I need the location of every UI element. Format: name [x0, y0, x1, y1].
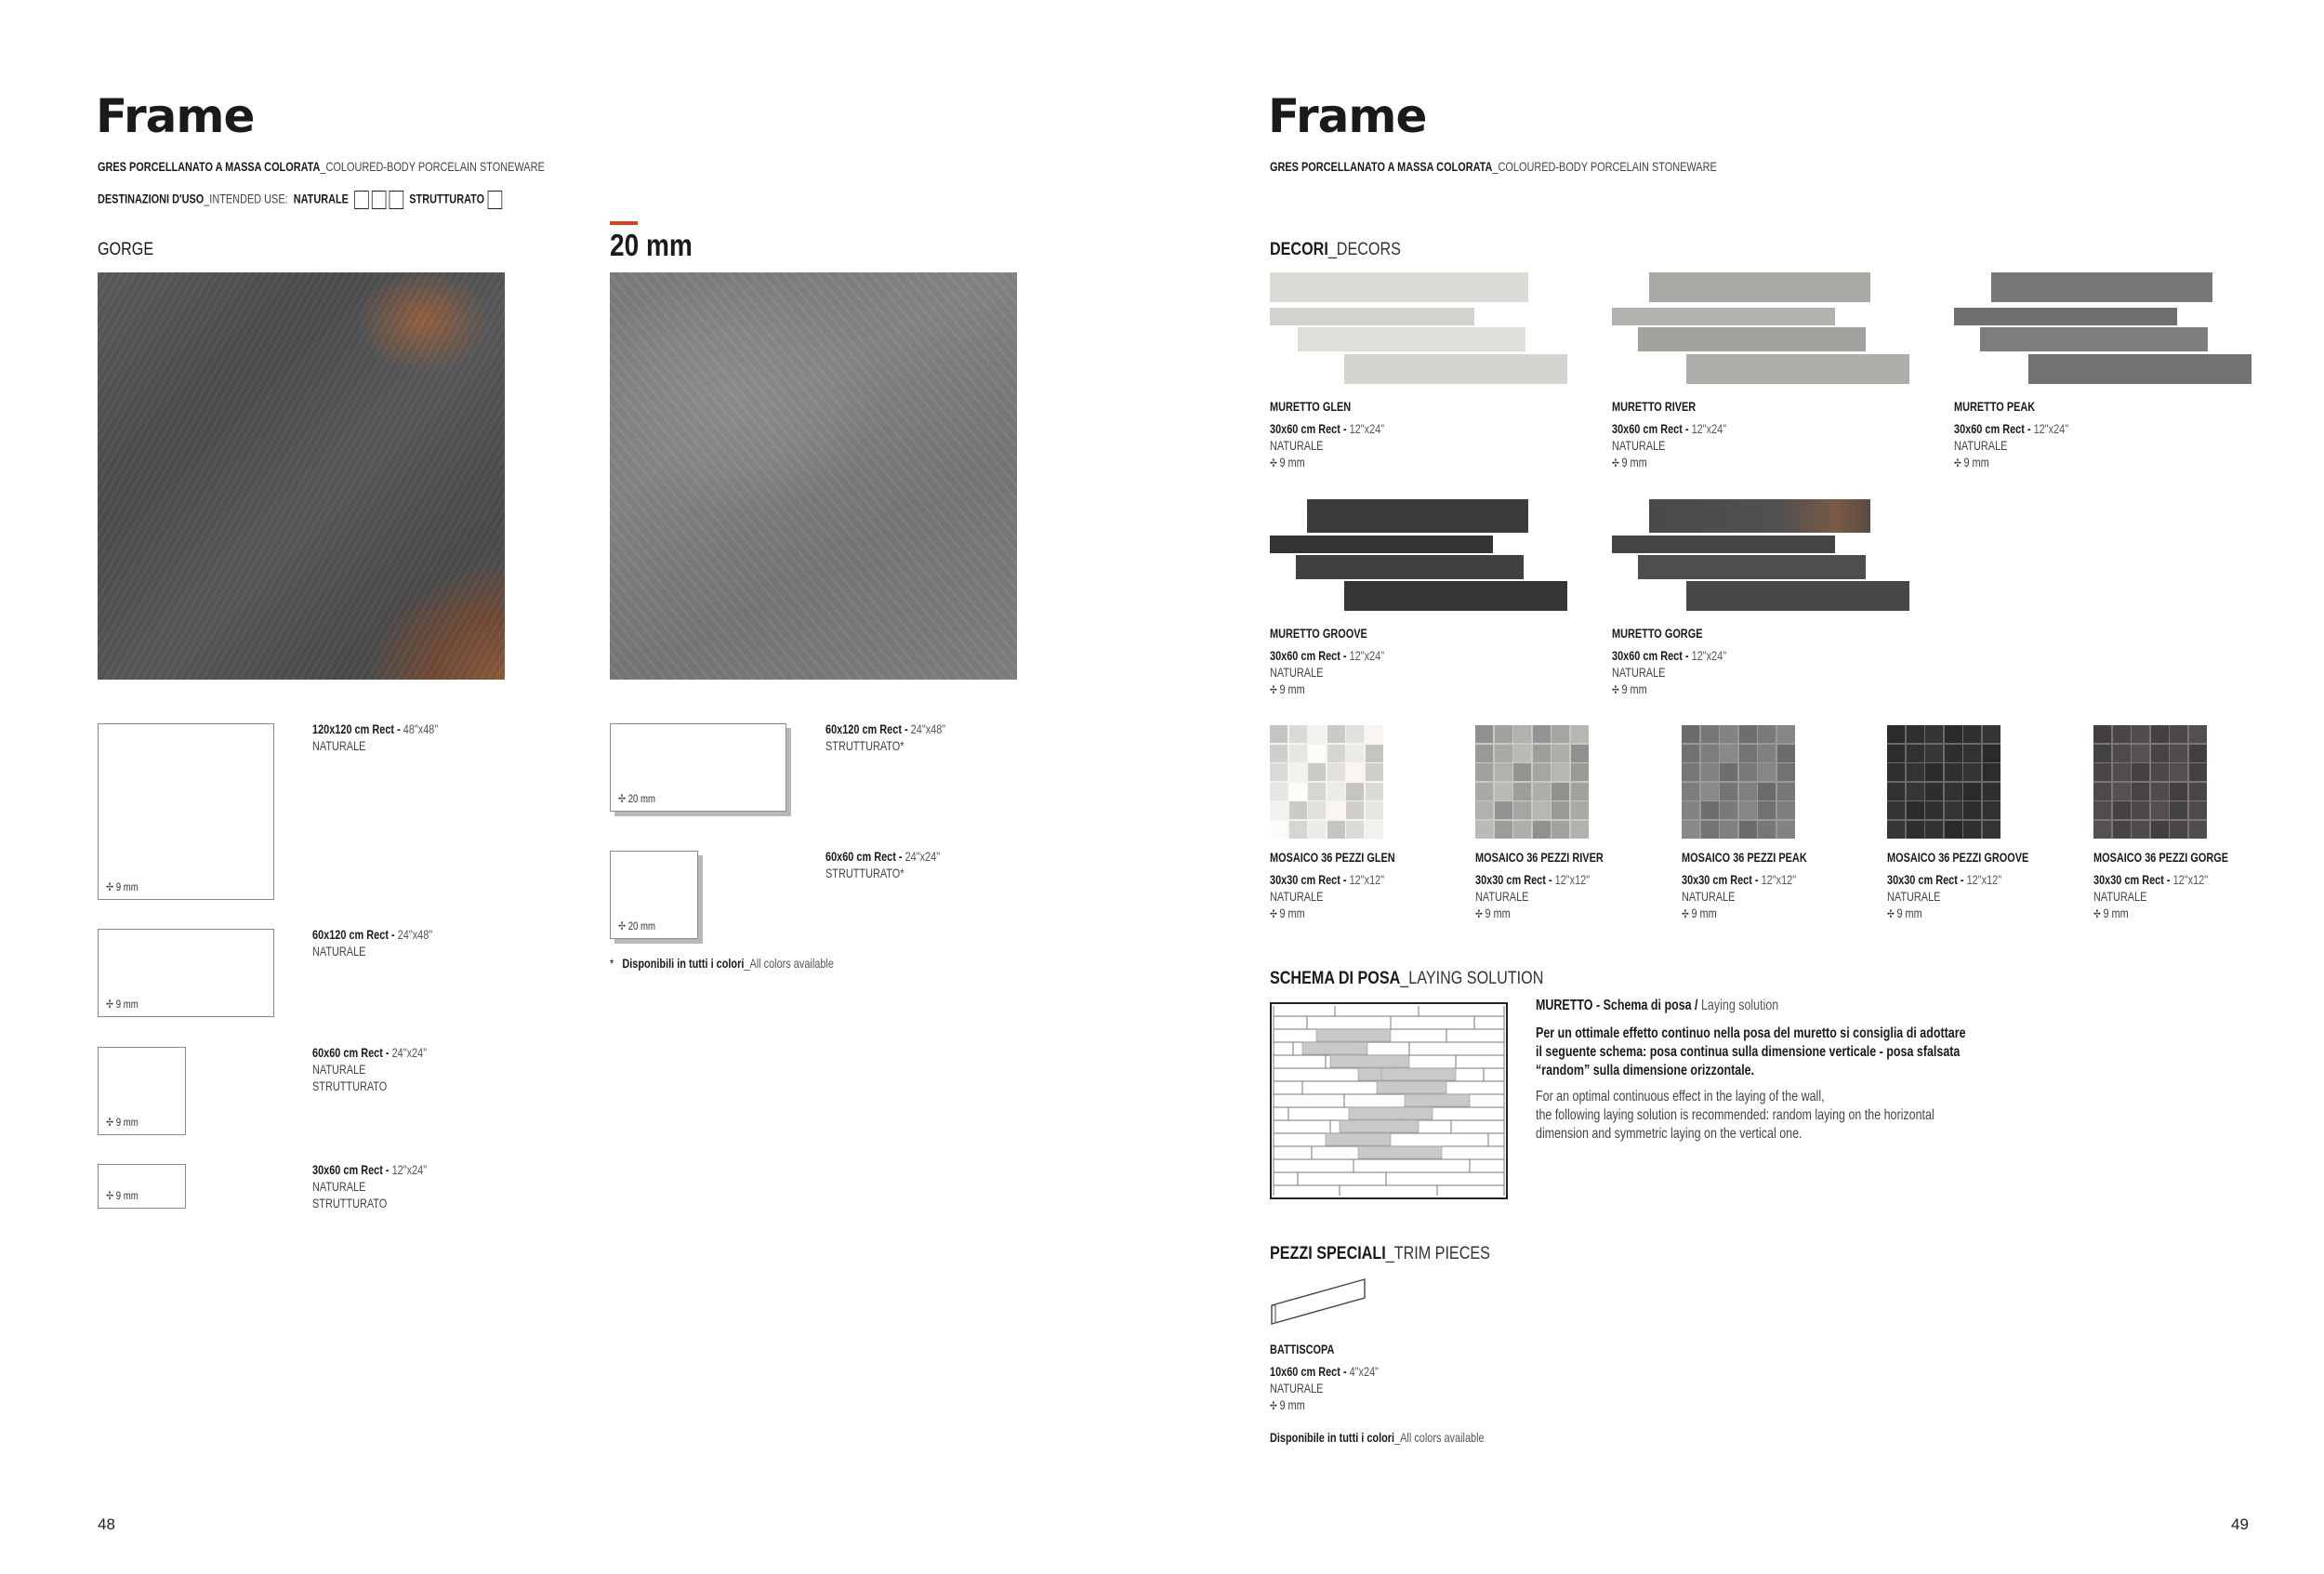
mosaic-chip — [1346, 783, 1364, 800]
muretto-gorge-info: MURETTO GORGE 30x60 cm Rect - 12"x24" NATURALE ✢ 9 mm — [1612, 626, 1727, 696]
mosaic-chip — [1777, 821, 1795, 839]
mosaic-chip — [1945, 801, 1962, 819]
mosaic-chip — [1682, 783, 1699, 800]
mosaic-chip — [1327, 725, 1345, 743]
size-60x120-20mm: 60x120 cm Rect - 24"x48" STRUTTURATO* — [825, 721, 946, 753]
mosaic-chip — [1945, 783, 1962, 800]
mosaic-chip — [2189, 725, 2207, 743]
laying-heading: SCHEMA DI POSA_LAYING SOLUTION — [1270, 969, 1544, 988]
mosaic-chip — [1513, 745, 1531, 762]
mosaic-chip — [1907, 763, 1924, 781]
mosaic-chip — [2151, 763, 2169, 781]
page-number-right: 49 — [2231, 1515, 2249, 1533]
mosaic-chip — [1739, 821, 1757, 839]
mosaic-chip — [1682, 763, 1699, 781]
tile-30x60: ✢ 9 mm — [98, 1164, 186, 1209]
mosaic-chip — [1701, 821, 1719, 839]
mosaic-chip — [1289, 763, 1307, 781]
mosaic-chip — [1270, 725, 1287, 743]
mosaic-groove-image — [1887, 725, 2000, 839]
mosaic-chip — [2093, 801, 2111, 819]
mosaic-chip — [2132, 801, 2149, 819]
mosaic-chip — [1346, 763, 1364, 781]
color-name: GORGE — [98, 240, 154, 259]
mosaic-chip — [1270, 745, 1287, 762]
laying-text-en: For an optimal continuous effect in the laying of the wall, the following laying solution is recommended: random laying on the horizontal dimension and symmetric laying on the vertical one. — [1536, 1089, 1934, 1142]
thickness-heading: 20 mm — [610, 228, 693, 262]
mosaic-chip — [1701, 745, 1719, 762]
mosaic-chip — [1907, 801, 1924, 819]
laying-title: MURETTO - Schema di posa / Laying solution — [1536, 998, 1779, 1013]
mosaic-chip — [1758, 801, 1776, 819]
decors-heading: DECORI_DECORS — [1270, 240, 1401, 259]
mosaic-chip — [1289, 725, 1307, 743]
muretto-glen-info: MURETTO GLEN 30x60 cm Rect - 12"x24" NATURALE ✢ 9 mm — [1270, 399, 1385, 470]
right-title: Frame — [1268, 89, 1427, 143]
page-number-left: 48 — [98, 1515, 115, 1533]
mosaic-chip — [2113, 783, 2131, 800]
tile-60x60: ✢ 9 mm — [98, 1047, 186, 1135]
mosaic-chip — [1475, 745, 1493, 762]
structured-20mm-photo — [610, 272, 1017, 680]
mosaic-chip — [2113, 801, 2131, 819]
mosaic-chip — [1682, 801, 1699, 819]
mosaic-chip — [1366, 821, 1383, 839]
mosaic-chip — [1571, 725, 1589, 743]
mosaic-chip — [1682, 725, 1699, 743]
mosaic-chip — [2151, 801, 2169, 819]
mosaic-chip — [1533, 763, 1551, 781]
mosaic-chip — [1720, 725, 1737, 743]
mosaic-chip — [1533, 801, 1551, 819]
mosaic-chip — [1533, 821, 1551, 839]
mosaic-chip — [1346, 821, 1364, 839]
tile-60x120: ✢ 9 mm — [98, 929, 274, 1017]
mosaic-chip — [2189, 783, 2207, 800]
mosaic-chip — [1739, 763, 1757, 781]
mosaic-chip — [1327, 821, 1345, 839]
mosaic-chip — [1701, 783, 1719, 800]
mosaic-chip — [1552, 745, 1569, 762]
mosaic-chip — [2189, 745, 2207, 762]
mosaic-chip — [2113, 745, 2131, 762]
mosaic-chip — [1475, 783, 1493, 800]
mosaic-chip — [1945, 725, 1962, 743]
mosaic-chip — [1308, 783, 1326, 800]
mosaic-chip — [1887, 745, 1905, 762]
mosaic-chip — [2093, 763, 2111, 781]
tile-60x60-20mm: ✢ 20 mm — [610, 851, 698, 939]
trim-heading: PEZZI SPECIALI_TRIM PIECES — [1270, 1244, 1490, 1263]
mosaic-chip — [1907, 783, 1924, 800]
muretto-river-info: MURETTO RIVER 30x60 cm Rect - 12"x24" NATURALE ✢ 9 mm — [1612, 399, 1727, 470]
mosaic-chip — [1289, 801, 1307, 819]
mosaic-chip — [2170, 745, 2187, 762]
muretto-groove-image — [1270, 499, 1567, 611]
mosaic-chip — [2151, 821, 2169, 839]
mosaic-chip — [2132, 783, 2149, 800]
building-icon — [390, 191, 404, 209]
mosaic-groove-info: MOSAICO 36 PEZZI GROOVE 30x30 cm Rect - 12"x12" NATURALE ✢ 9 mm — [1887, 850, 2029, 920]
mosaic-chip — [1513, 725, 1531, 743]
mosaic-chip — [1495, 821, 1512, 839]
mosaic-chip — [1270, 821, 1287, 839]
mosaic-chip — [1289, 745, 1307, 762]
left-subtitle: GRES PORCELLANATO A MASSA COLORATA_COLOURED-BODY PORCELAIN STONEWARE — [98, 159, 545, 174]
mosaic-chip — [1739, 745, 1757, 762]
size-60x120: 60x120 cm Rect - 24"x48" NATURALE — [312, 927, 433, 959]
house-icon — [354, 191, 369, 209]
mosaic-chip — [1945, 821, 1962, 839]
mosaic-chip — [1552, 783, 1569, 800]
mosaic-chip — [1366, 763, 1383, 781]
mosaic-chip — [1308, 725, 1326, 743]
mosaic-chip — [1983, 821, 2000, 839]
mosaic-chip — [1682, 821, 1699, 839]
mosaic-chip — [1925, 783, 1943, 800]
footnote: * Disponibili in tutti i colori_All colors available — [610, 956, 834, 971]
red-accent — [610, 221, 638, 225]
mosaic-chip — [1552, 763, 1569, 781]
mosaic-chip — [2132, 763, 2149, 781]
availability-note: Disponibile in tutti i colori_All colors available — [1270, 1430, 1485, 1445]
size-30x60: 30x60 cm Rect - 12"x24" NATURALE STRUTTURATO — [312, 1162, 428, 1210]
mosaic-chip — [1346, 745, 1364, 762]
mosaic-chip — [2093, 725, 2111, 743]
mosaic-chip — [1887, 783, 1905, 800]
mosaic-chip — [1963, 821, 1981, 839]
mosaic-peak-info: MOSAICO 36 PEZZI PEAK 30x30 cm Rect - 12"x12" NATURALE ✢ 9 mm — [1682, 850, 1807, 920]
size-60x60: 60x60 cm Rect - 24"x24" NATURALE STRUTTURATO — [312, 1045, 428, 1093]
outdoor-icon — [487, 191, 502, 209]
mosaic-chip — [2093, 821, 2111, 839]
mosaic-chip — [2189, 821, 2207, 839]
mosaic-chip — [2170, 783, 2187, 800]
mosaic-chip — [1963, 725, 1981, 743]
mosaic-chip — [1366, 725, 1383, 743]
mosaic-chip — [2132, 821, 2149, 839]
mosaic-chip — [1777, 725, 1795, 743]
mosaic-chip — [1720, 801, 1737, 819]
mosaic-chip — [1945, 763, 1962, 781]
muretto-gorge-image — [1612, 499, 1909, 611]
laying-diagram — [1270, 1002, 1508, 1199]
muretto-groove-info: MURETTO GROOVE 30x60 cm Rect - 12"x24" NATURALE ✢ 9 mm — [1270, 626, 1385, 696]
muretto-peak-image — [1954, 272, 2251, 384]
mosaic-chip — [1983, 725, 2000, 743]
mosaic-chip — [1533, 745, 1551, 762]
mosaic-chip — [2151, 745, 2169, 762]
mosaic-chip — [1925, 763, 1943, 781]
mosaic-chip — [1495, 763, 1512, 781]
mosaic-chip — [1925, 821, 1943, 839]
mosaic-chip — [1571, 745, 1589, 762]
mosaic-chip — [1887, 725, 1905, 743]
mosaic-chip — [1925, 725, 1943, 743]
mosaic-chip — [2170, 725, 2187, 743]
mosaic-chip — [1475, 801, 1493, 819]
mosaic-chip — [1887, 801, 1905, 819]
mosaic-chip — [1513, 801, 1531, 819]
mosaic-chip — [2132, 725, 2149, 743]
mosaic-chip — [1758, 725, 1776, 743]
mosaic-chip — [1701, 763, 1719, 781]
mosaic-chip — [1513, 821, 1531, 839]
mosaic-chip — [1308, 763, 1326, 781]
mosaic-chip — [2113, 725, 2131, 743]
mosaic-chip — [1777, 745, 1795, 762]
mosaic-chip — [2093, 745, 2111, 762]
mosaic-chip — [1270, 801, 1287, 819]
mosaic-glen-image — [1270, 725, 1383, 839]
mosaic-chip — [1289, 821, 1307, 839]
mosaic-chip — [1346, 801, 1364, 819]
mosaic-chip — [1963, 783, 1981, 800]
mosaic-chip — [1777, 801, 1795, 819]
mosaic-chip — [1366, 801, 1383, 819]
mosaic-chip — [1777, 763, 1795, 781]
mosaic-chip — [2151, 783, 2169, 800]
mosaic-chip — [1777, 783, 1795, 800]
mosaic-chip — [1739, 783, 1757, 800]
mosaic-chip — [1495, 783, 1512, 800]
mosaic-chip — [1308, 801, 1326, 819]
mosaic-chip — [1327, 745, 1345, 762]
mosaic-chip — [1571, 763, 1589, 781]
mosaic-chip — [2113, 821, 2131, 839]
muretto-peak-info: MURETTO PEAK 30x60 cm Rect - 12"x24" NATURALE ✢ 9 mm — [1954, 399, 2069, 470]
mosaic-peak-image — [1682, 725, 1795, 839]
mosaic-chip — [1552, 725, 1569, 743]
mosaic-chip — [2113, 763, 2131, 781]
size-60x60-20mm: 60x60 cm Rect - 24"x24" STRUTTURATO* — [825, 849, 941, 880]
mosaic-chip — [1495, 745, 1512, 762]
mosaic-chip — [1720, 783, 1737, 800]
mosaic-chip — [2170, 821, 2187, 839]
mosaic-chip — [1983, 783, 2000, 800]
mosaic-chip — [1327, 763, 1345, 781]
mosaic-chip — [1907, 745, 1924, 762]
mosaic-chip — [1475, 725, 1493, 743]
laying-text-it: Per un ottimale effetto continuo nella posa del muretto si consiglia di adottare il seguente schema: posa continua sulla dimensione verticale - posa sfalsata “random” sulla dimensione orizzontale. — [1536, 1025, 1966, 1078]
mosaic-chip — [1945, 745, 1962, 762]
mosaic-chip — [1983, 745, 2000, 762]
mosaic-chip — [1475, 763, 1493, 781]
mosaic-chip — [1907, 821, 1924, 839]
mosaic-chip — [2170, 763, 2187, 781]
intended-use: DESTINAZIONI D'USO_INTENDED USE: NATURALE STRUTTURATO — [98, 191, 502, 209]
mosaic-chip — [1308, 821, 1326, 839]
mosaic-chip — [1739, 801, 1757, 819]
mosaic-chip — [1963, 801, 1981, 819]
mosaic-chip — [1270, 763, 1287, 781]
mosaic-gorge-info: MOSAICO 36 PEZZI GORGE 30x30 cm Rect - 12"x12" NATURALE ✢ 9 mm — [2093, 850, 2229, 920]
mosaic-river-info: MOSAICO 36 PEZZI RIVER 30x30 cm Rect - 12"x12" NATURALE ✢ 9 mm — [1475, 850, 1604, 920]
mosaic-chip — [1270, 783, 1287, 800]
mosaic-chip — [1552, 821, 1569, 839]
battiscopa-info: BATTISCOPA 10x60 cm Rect - 4"x24" NATURALE ✢ 9 mm — [1270, 1342, 1380, 1412]
mosaic-chip — [1963, 745, 1981, 762]
mosaic-chip — [1495, 725, 1512, 743]
mosaic-chip — [1758, 763, 1776, 781]
mosaic-chip — [1758, 821, 1776, 839]
battiscopa-image — [1268, 1276, 1370, 1331]
muretto-glen-image — [1270, 272, 1567, 384]
mosaic-chip — [1758, 783, 1776, 800]
mosaic-chip — [1571, 801, 1589, 819]
mosaic-chip — [1475, 821, 1493, 839]
gorge-photo — [98, 272, 505, 680]
muretto-river-image — [1612, 272, 1909, 384]
mosaic-chip — [1571, 821, 1589, 839]
mosaic-chip — [2132, 745, 2149, 762]
mosaic-chip — [1552, 801, 1569, 819]
mosaic-chip — [1701, 725, 1719, 743]
mosaic-chip — [1495, 801, 1512, 819]
mosaic-chip — [2189, 801, 2207, 819]
mosaic-chip — [1308, 745, 1326, 762]
mosaic-chip — [1887, 821, 1905, 839]
mosaic-glen-info: MOSAICO 36 PEZZI GLEN 30x30 cm Rect - 12"x12" NATURALE ✢ 9 mm — [1270, 850, 1395, 920]
mosaic-chip — [1701, 801, 1719, 819]
mosaic-chip — [1758, 745, 1776, 762]
mosaic-chip — [2093, 783, 2111, 800]
mosaic-chip — [1513, 783, 1531, 800]
mosaic-chip — [1983, 763, 2000, 781]
mosaic-chip — [1513, 763, 1531, 781]
mosaic-chip — [2170, 801, 2187, 819]
mosaic-chip — [1925, 745, 1943, 762]
size-120x120: 120x120 cm Rect - 48"x48" NATURALE — [312, 721, 439, 753]
left-title: Frame — [96, 89, 255, 143]
mosaic-chip — [1887, 763, 1905, 781]
mosaic-chip — [1327, 783, 1345, 800]
floor-icon — [372, 191, 387, 209]
mosaic-chip — [2189, 763, 2207, 781]
mosaic-chip — [1366, 783, 1383, 800]
mosaic-chip — [1571, 783, 1589, 800]
tile-120x120: ✢ 9 mm — [98, 723, 274, 900]
mosaic-chip — [1739, 725, 1757, 743]
mosaic-chip — [1720, 763, 1737, 781]
mosaic-chip — [1682, 745, 1699, 762]
mosaic-chip — [1366, 745, 1383, 762]
mosaic-river-image — [1475, 725, 1589, 839]
mosaic-gorge-image — [2093, 725, 2207, 839]
mosaic-chip — [1533, 725, 1551, 743]
mosaic-chip — [1925, 801, 1943, 819]
mosaic-chip — [2151, 725, 2169, 743]
right-subtitle: GRES PORCELLANATO A MASSA COLORATA_COLOURED-BODY PORCELAIN STONEWARE — [1270, 159, 1717, 174]
mosaic-chip — [1533, 783, 1551, 800]
mosaic-chip — [1907, 725, 1924, 743]
mosaic-chip — [1327, 801, 1345, 819]
mosaic-chip — [1720, 821, 1737, 839]
mosaic-chip — [1983, 801, 2000, 819]
mosaic-chip — [1289, 783, 1307, 800]
mosaic-chip — [1963, 763, 1981, 781]
mosaic-chip — [1720, 745, 1737, 762]
tile-60x120-20mm: ✢ 20 mm — [610, 723, 786, 812]
mosaic-chip — [1346, 725, 1364, 743]
